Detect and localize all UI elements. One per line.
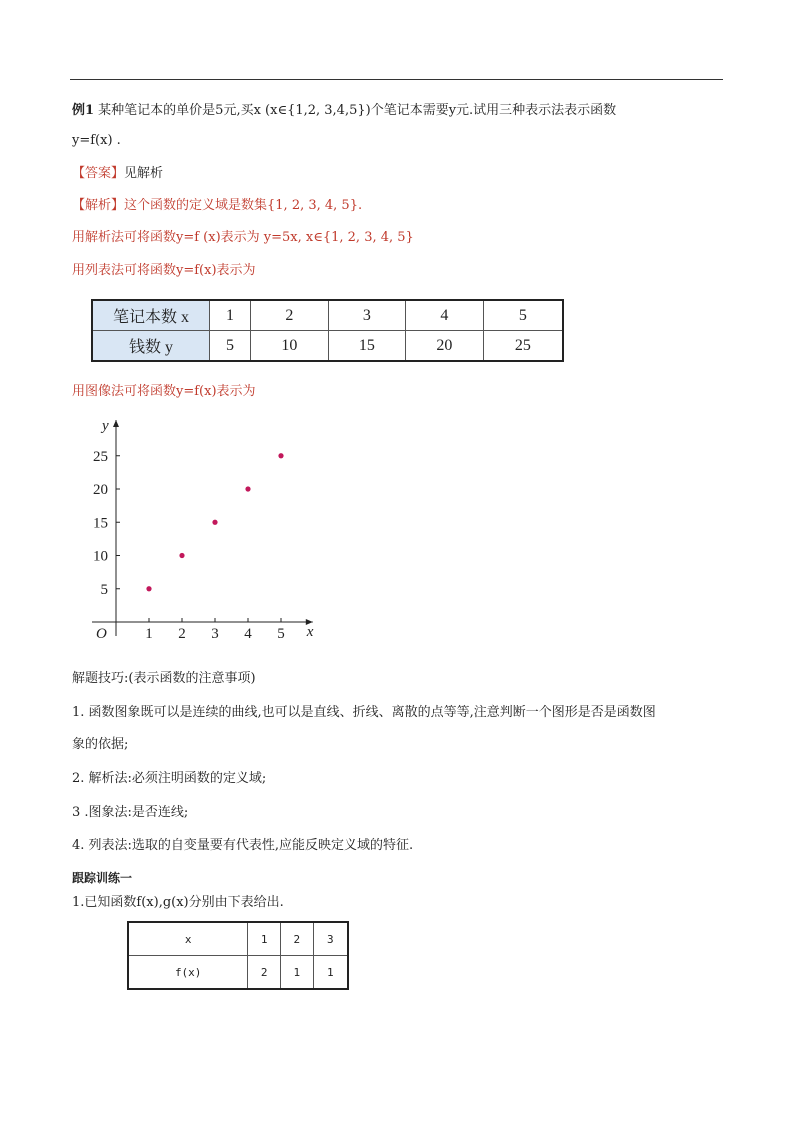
header-rule bbox=[70, 79, 723, 80]
tips-item-1a: 1. 函数图象既可以是连续的曲线,也可以是直线、折线、离散的点等等,注意判断一个图形是否是函数图 bbox=[72, 705, 656, 720]
x-tick-label: 5 bbox=[277, 626, 285, 642]
table-header-x: 笔记本数 x bbox=[92, 300, 210, 331]
tips-item-3: 3 .图象法:是否连线; bbox=[72, 805, 189, 820]
answer-tag: 【答案】 bbox=[72, 166, 125, 181]
table-cell: 4 bbox=[406, 300, 484, 331]
data-point bbox=[278, 453, 283, 458]
table-cell: 1 bbox=[248, 922, 281, 956]
y-axis-arrow bbox=[113, 420, 119, 427]
table-cell: 1 bbox=[210, 300, 251, 331]
example-label: 例1 bbox=[72, 103, 95, 118]
analysis-tag: 【解析】 bbox=[72, 198, 125, 213]
data-point bbox=[179, 553, 184, 558]
data-point bbox=[146, 586, 151, 591]
table-cell: 5 bbox=[483, 300, 563, 331]
analysis-line-2: 用解析法可将函数y=f (x)表示为 y=5x, x∈{1, 2, 3, 4, 5} bbox=[72, 230, 414, 245]
y-tick-label: 10 bbox=[93, 548, 108, 565]
example-text-1: 某种笔记本的单价是5元,买x (x∈{1,2, 3,4,5})个笔记本需要y元.试用三种表示法表示函数 bbox=[94, 103, 617, 118]
table-row bbox=[128, 956, 348, 990]
x-tick-label: 4 bbox=[244, 626, 252, 642]
example-line-2: y=f(x) . bbox=[72, 133, 121, 148]
y-tick-label: 20 bbox=[93, 482, 108, 498]
example-line-1 bbox=[72, 102, 616, 120]
table-cell: 15 bbox=[328, 331, 406, 362]
table-cell: 3 bbox=[313, 922, 348, 956]
x-axis-label: x bbox=[306, 624, 314, 640]
x-tick-label: 3 bbox=[211, 626, 219, 642]
answer-text: 见解析 bbox=[124, 166, 164, 181]
table-cell: 1 bbox=[281, 956, 314, 990]
table-header-y: 钱数 y bbox=[92, 331, 210, 362]
y-tick-label: 5 bbox=[100, 581, 108, 598]
data-point bbox=[212, 520, 217, 525]
table-cell: 1 bbox=[313, 956, 348, 990]
tips-item-1b: 象的依据; bbox=[72, 737, 129, 752]
value-table bbox=[91, 299, 564, 362]
table-row bbox=[92, 331, 563, 362]
fx-table bbox=[127, 921, 349, 990]
table-cell: 2 bbox=[251, 300, 329, 331]
table-row bbox=[92, 300, 563, 331]
tips-item-4: 4. 列表法:选取的自变量要有代表性,应能反映定义域的特征. bbox=[72, 838, 414, 853]
table-cell: 10 bbox=[251, 331, 329, 362]
y-tick-label: 15 bbox=[93, 515, 108, 532]
x-tick-label: 2 bbox=[178, 626, 186, 642]
practice-title: 跟踪训练一 bbox=[72, 871, 133, 885]
table-cell: 5 bbox=[210, 331, 251, 362]
analysis-line-1 bbox=[72, 197, 362, 215]
table-row bbox=[128, 922, 348, 956]
table-cell: 2 bbox=[248, 956, 281, 990]
table-cell: 20 bbox=[406, 331, 484, 362]
table-cell: 25 bbox=[483, 331, 563, 362]
y-tick-label: 25 bbox=[93, 448, 108, 465]
data-point bbox=[245, 486, 250, 491]
answer-line bbox=[72, 165, 163, 183]
table-cell: f(x) bbox=[128, 956, 248, 990]
scatter-chart bbox=[80, 412, 320, 647]
practice-question-1: 1.已知函数f(x),g(x)分别由下表给出. bbox=[72, 895, 284, 910]
y-axis-label: y bbox=[102, 418, 109, 434]
table-cell: x bbox=[128, 922, 248, 956]
origin-label: O bbox=[96, 626, 107, 642]
x-tick-label: 1 bbox=[145, 626, 153, 642]
table-cell: 3 bbox=[328, 300, 406, 331]
tips-item-2: 2. 解析法:必须注明函数的定义域; bbox=[72, 771, 267, 786]
analysis-line-4: 用图像法可将函数y=f(x)表示为 bbox=[72, 384, 256, 399]
tips-title: 解题技巧:(表示函数的注意事项) bbox=[72, 671, 256, 686]
analysis-text-1: 这个函数的定义域是数集{1, 2, 3, 4, 5}. bbox=[124, 198, 363, 213]
analysis-line-3: 用列表法可将函数y=f(x)表示为 bbox=[72, 263, 256, 278]
table-cell: 2 bbox=[281, 922, 314, 956]
